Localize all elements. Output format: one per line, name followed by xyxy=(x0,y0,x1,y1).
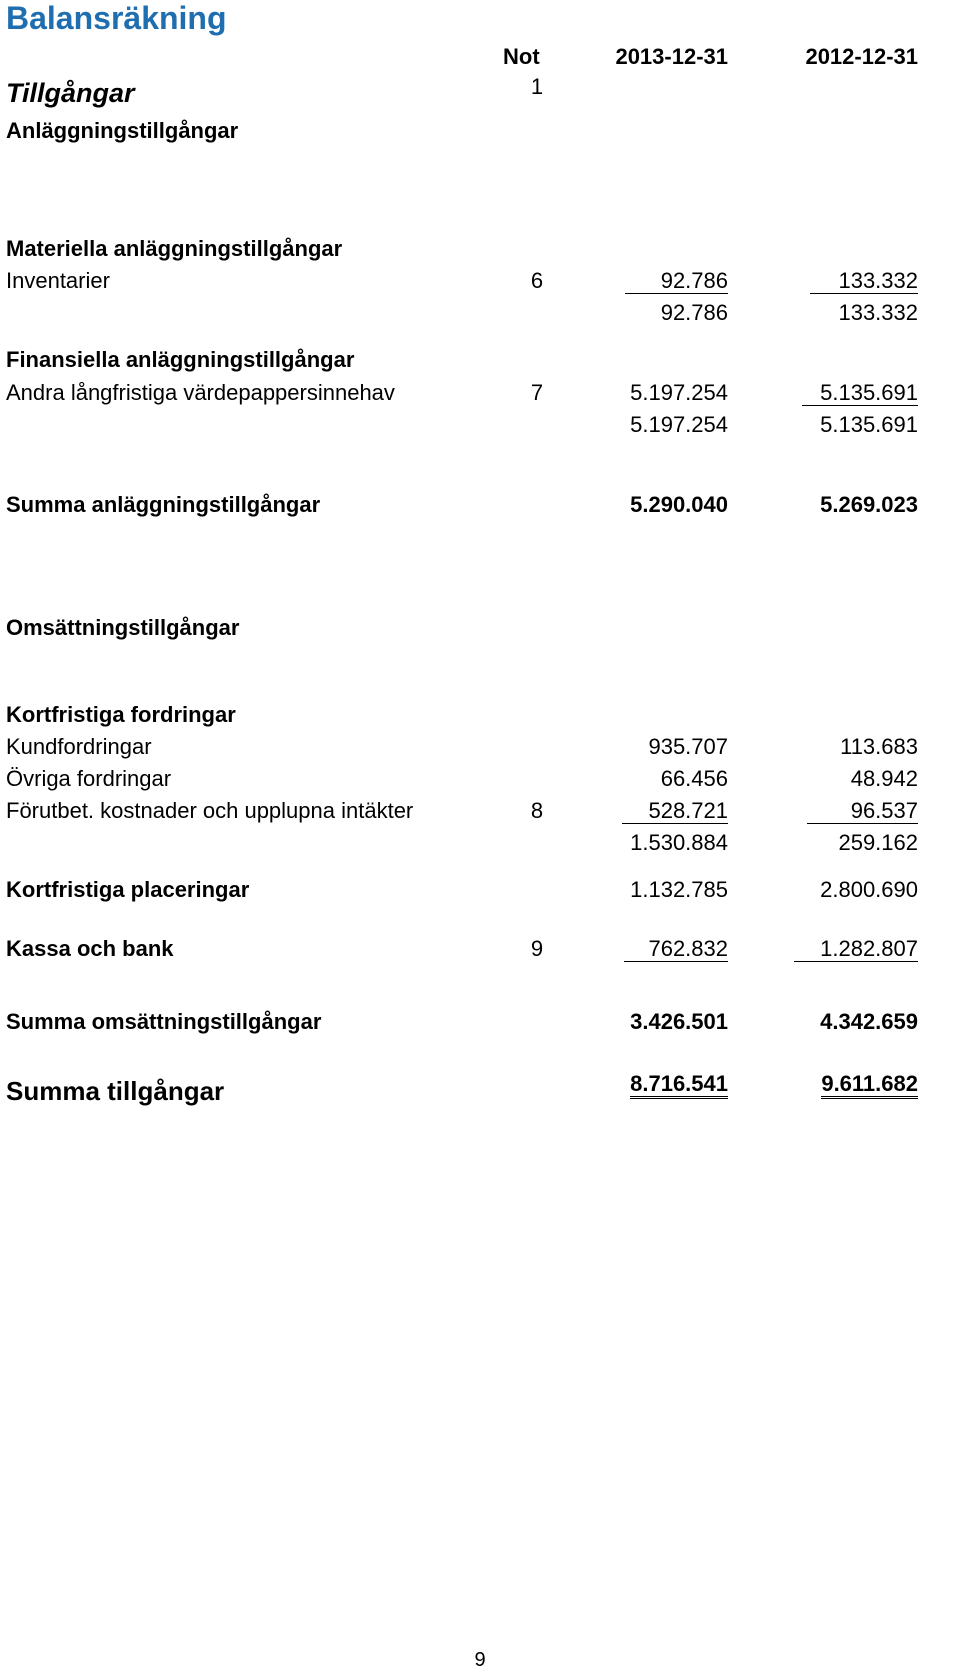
row-value-2013-inventarier: 92.786 xyxy=(625,270,728,294)
fixed-assets-total-2013: 5.290.040 xyxy=(630,492,728,517)
grand-total-2013: 8.716.541 xyxy=(630,1073,728,1099)
row-value-2012-forutbet: 96.537 xyxy=(807,800,918,824)
cash-2012: 1.282.807 xyxy=(794,938,918,962)
fixed-assets-total-label: Summa anläggningstillgångar xyxy=(6,492,321,517)
row-note-forutbet: 8 xyxy=(530,798,544,823)
row-label-kundfordringar: Kundfordringar xyxy=(6,734,152,759)
fixed-assets-total-2012: 5.269.023 xyxy=(820,492,918,517)
current-assets-total-label: Summa omsättningstillgångar xyxy=(6,1009,322,1034)
row-value-2012-ovriga-fordringar: 48.942 xyxy=(850,766,918,791)
column-header-2013: 2013-12-31 xyxy=(615,44,728,69)
financial-subtotal-2012: 5.135.691 xyxy=(820,412,918,437)
row-label-inventarier: Inventarier xyxy=(6,268,110,293)
grand-total-2012: 9.611.682 xyxy=(821,1073,918,1099)
current-assets-heading: Omsättningstillgångar xyxy=(6,615,240,640)
cash-note: 9 xyxy=(530,936,544,961)
assets-heading: Tillgångar xyxy=(6,78,135,108)
row-value-2013-ovriga-fordringar: 66.456 xyxy=(660,766,728,791)
tangible-assets-heading: Materiella anläggningstillgångar xyxy=(6,236,343,261)
row-note-securities: 7 xyxy=(530,380,544,405)
row-value-2013-forutbet: 528.721 xyxy=(622,800,728,824)
cash-label: Kassa och bank xyxy=(6,936,174,961)
column-header-2012: 2012-12-31 xyxy=(805,44,918,69)
cash-2013: 762.832 xyxy=(624,938,728,962)
current-assets-total-2012: 4.342.659 xyxy=(820,1009,918,1034)
row-value-2012-kundfordringar: 113.683 xyxy=(840,734,918,759)
assets-note-ref: 1 xyxy=(530,74,544,99)
placements-2013: 1.132.785 xyxy=(630,877,728,902)
tangible-subtotal-2013: 92.786 xyxy=(660,300,728,325)
receivables-subtotal-2012: 259.162 xyxy=(838,830,918,855)
row-value-2013-kundfordringar: 935.707 xyxy=(648,734,728,759)
tangible-subtotal-2012: 133.332 xyxy=(838,300,918,325)
row-note-inventarier: 6 xyxy=(530,268,544,293)
row-label-ovriga-fordringar: Övriga fordringar xyxy=(6,766,172,791)
receivables-subtotal-2013: 1.530.884 xyxy=(630,830,728,855)
receivables-heading: Kortfristiga fordringar xyxy=(6,702,236,727)
page-number: 9 xyxy=(474,1649,486,1671)
row-value-2012-inventarier: 133.332 xyxy=(810,270,918,294)
row-value-2012-securities: 5.135.691 xyxy=(802,382,918,406)
financial-subtotal-2013: 5.197.254 xyxy=(630,412,728,437)
column-header-note: Not xyxy=(503,44,540,69)
row-label-forutbet: Förutbet. kostnader och upplupna intäkter xyxy=(6,798,414,823)
current-assets-total-2013: 3.426.501 xyxy=(630,1009,728,1034)
page-title: Balansräkning xyxy=(6,0,227,36)
financial-assets-heading: Finansiella anläggningstillgångar xyxy=(6,347,355,372)
row-label-securities: Andra långfristiga värdepappersinnehav xyxy=(6,380,395,405)
fixed-assets-heading: Anläggningstillgångar xyxy=(6,118,239,143)
row-value-2013-securities: 5.197.254 xyxy=(630,380,728,405)
placements-label: Kortfristiga placeringar xyxy=(6,877,250,902)
grand-total-label: Summa tillgångar xyxy=(6,1076,225,1106)
placements-2012: 2.800.690 xyxy=(820,877,918,902)
